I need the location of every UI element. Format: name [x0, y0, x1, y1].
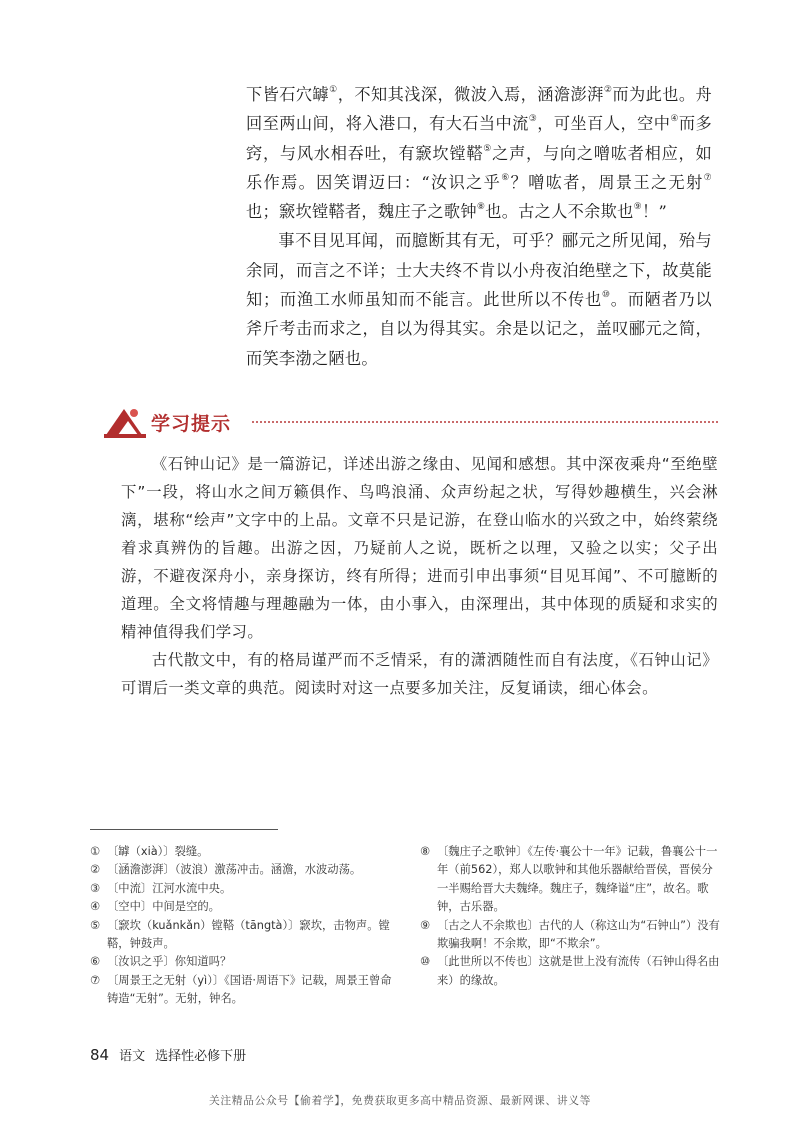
promo-line: 关注精品公众号【偷着学】，免费获取更多高中精品资源、最新网课、讲义等 [208, 1094, 592, 1107]
footnote-number: ⑨ [420, 918, 431, 932]
footnote-text: 〔此世所以不传也〕这就是世上没有流传（石钟山得名由来）的缘故。 [437, 955, 720, 987]
footnote [90, 972, 400, 1009]
note-marker: ② [603, 85, 613, 95]
footnote-text: 〔涵澹澎湃〕（波浪）激荡冲击。涵澹，水波动荡。 [107, 863, 362, 877]
footnote-text: 〔周景王之无射（yì）〕《国语·周语下》记载，周景王曾命铸造“无射”。无射，钟名。 [107, 973, 392, 1006]
subject-label: 语文 [119, 1049, 146, 1064]
study-tips-body [121, 450, 718, 702]
footnote-number: ③ [90, 881, 101, 895]
footnote-text: 〔空中〕中间是空的。 [107, 900, 220, 914]
note-marker: ③ [528, 114, 538, 125]
footnote [420, 843, 720, 917]
footnote-number: ⑦ [90, 973, 101, 987]
footnote-text: 〔窾坎（kuǎnkǎn）镗鞳（tāngtà）〕窾坎，击物声。镗鞳，钟鼓声。 [107, 918, 390, 951]
main-paragraph-1: 下皆石穴罅①，不知其浅深，微波入焉，涵澹澎湃②而为此也。舟回至两山间，将入港口，有大石当中流③，可坐百人，空中④而多窍，与风水相吞吐，有窾坎镗鞳⑤之声，与向之噌吰者相应，如乐作焉。因笑谓迈曰：“汝识之乎⑥？噌吰者，周景王之无射⑦也；窾坎镗鞳者，魏庄子之歌钟⑧也。古之人不余欺也⑨！” [246, 85, 712, 222]
footnote-divider [90, 829, 278, 830]
footnote [90, 861, 400, 879]
footnote [90, 898, 400, 916]
footnote [90, 880, 400, 898]
footnote-number: ① [90, 845, 101, 858]
footnote-text: 〔罅（xià）〕裂缝。 [107, 845, 209, 858]
footnote [420, 953, 720, 990]
footnote [90, 843, 400, 861]
footnote [90, 917, 400, 954]
footnote-number: ② [90, 863, 101, 877]
note-marker: ⑥ [501, 172, 511, 183]
note-marker: ⑨ [633, 202, 642, 213]
study-tips-heading [104, 404, 718, 440]
footnote-text: 〔汝识之乎〕你知道吗？ [107, 955, 232, 969]
footnote-number: ⑧ [420, 845, 431, 858]
tips-paragraph-1: 《石钟山记》是一篇游记，详述出游之缘由、见闻和感想。其中深夜乘舟“至绝壁下”一段，将山水之间万籁俱作、鸟鸣浪涌、众声纷起之状，写得妙趣横生，兴会淋漓，堪称“绘声”文字中的上品。文章不只是记游，在登山临水的兴致之中，始终萦绕着求真辨伪的旨趣。出游之因，乃疑前人之说，既析之以理，又验之以实；父子出游，不避夜深舟小，亲身探访，终有所得；进而引申出事须“目见耳闻”、不可臆断的道理。全文将情趣与理趣融为一体，由小事入，由深理出，其中体现的质疑和求实的精神值得我们学习。 [121, 455, 718, 641]
footnote-number: ⑥ [90, 955, 101, 969]
note-marker: ⑦ [703, 172, 712, 183]
tips-paragraph-2: 古代散文中，有的格局谨严而不乏情采，有的潇洒随性而自有法度，《石钟山记》可谓后一类文章的典范。阅读时对这一点要多加关注，反复诵读，细心体会。 [121, 651, 718, 697]
study-tips-icon [104, 404, 148, 440]
footnote-number: ⑩ [420, 955, 431, 969]
book-title: 选择性必修下册 [155, 1049, 247, 1064]
study-tips-title: 学习提示 [151, 413, 232, 435]
main-paragraph-2: 事不目见耳闻，而臆断其有无，可乎？郦元之所见闻，殆与余同，而言之不详；士大夫终不肯以小舟夜泊绝壁之下，故莫能知；而渔工水师虽知而不能言。此世所以不传也⑩。而陋者乃以斧斤考击而求之，自以为得其实。余是以记之，盖叹郦元之简，而笑李渤之陋也。 [246, 231, 712, 368]
footnote-text: 〔中流〕江河水流中央。 [107, 881, 232, 895]
note-marker: ⑤ [483, 143, 493, 154]
note-marker: ① [329, 85, 338, 95]
page-footer [90, 1045, 246, 1064]
note-marker: ④ [670, 114, 679, 125]
classical-text-block [246, 80, 712, 373]
footnotes-right-column [420, 843, 720, 990]
footnote-text: 〔古之人不余欺也〕古代的人（称这山为“石钟山”）没有欺骗我啊！不余欺，即“不欺余”。 [437, 918, 720, 951]
footnote [90, 953, 400, 971]
footnote [420, 917, 720, 954]
note-marker: ⑧ [476, 202, 486, 213]
footnote-number: ⑤ [90, 918, 101, 932]
footnote-number: ④ [90, 900, 101, 914]
page-number: 84 [90, 1046, 110, 1064]
footnote-text: 〔魏庄子之歌钟〕《左传·襄公十一年》记载，鲁襄公十一年（前562），郑人以歌钟和其他乐器献给晋侯，晋侯分一半赐给晋大夫魏绛。魏庄子，魏绛谥“庄”，故名。歌钟，古乐器。 [437, 845, 718, 914]
heading-dotted-rule [252, 421, 718, 423]
footnotes-left-column [90, 843, 400, 1009]
note-marker: ⑩ [601, 290, 611, 301]
